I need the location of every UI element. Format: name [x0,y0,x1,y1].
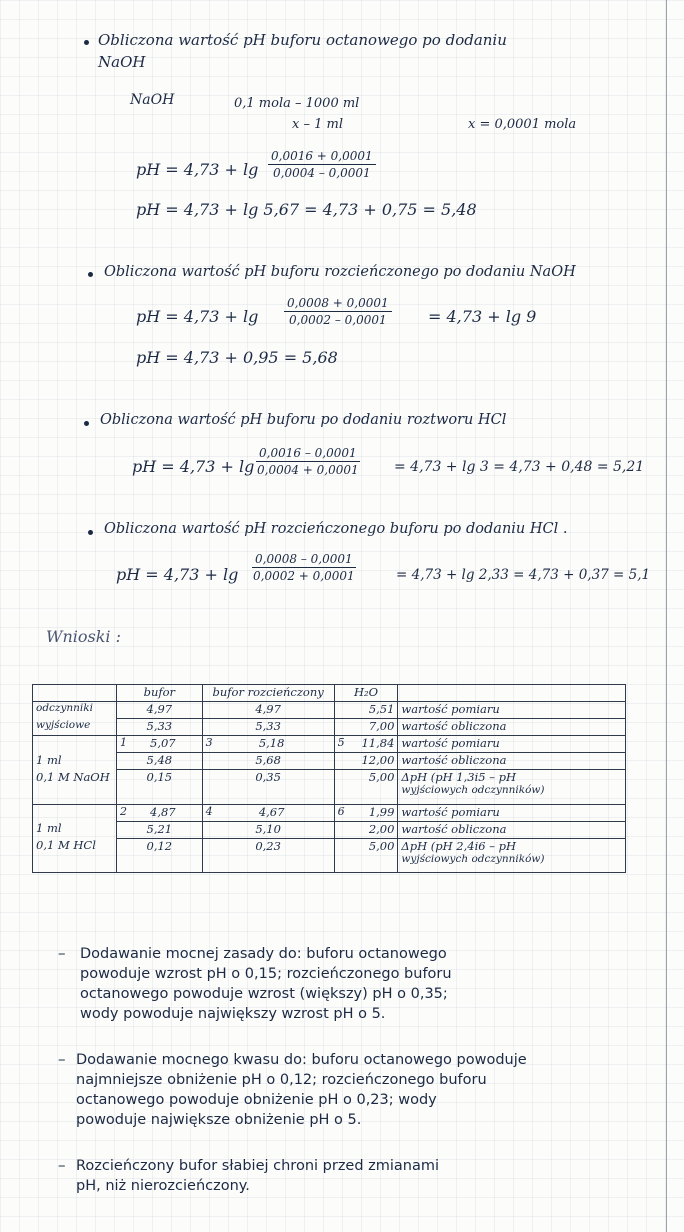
s4-eq1-suffix: = 4,73 + lg 2,33 = 4,73 + 0,37 = 5,1 [396,567,651,583]
s1-eq1-prefix: pH = 4,73 + lg [136,160,259,179]
cell-r5-desc [398,770,626,805]
conclusion-2-dash: – [58,1050,66,1068]
s2-eq1-fraction [284,296,392,327]
cell-r5-h2o: 5,00 [334,770,398,805]
cell-r6-h2o-value: 1,99 [368,804,395,819]
s4-eq1-numerator: 0,0008 – 0,0001 [252,552,356,568]
cell-r3-rozc [202,736,334,753]
cell-r6-index-4: 4 [205,804,213,818]
s1-ratio-line1: 0,1 mola – 1000 ml [234,96,360,111]
cell-r3-h2o-value: 11,84 [361,736,395,750]
group-naoh-line2: 0,1 M NaOH [33,770,117,805]
cell-r8-desc-line2: wyjściowych odczynników) [401,852,545,865]
cell-r4-bufor: 5,48 [116,753,202,770]
cell-r6-bufor-value: 4,87 [150,804,176,819]
cell-r3-h2o [334,736,398,753]
table-header-rozcienczony: bufor rozcieńczony [202,685,334,702]
s3-eq1-denominator: 0,0004 + 0,0001 [257,463,359,477]
cell-r6-rozc [202,804,334,821]
cell-r3-index-5: 5 [337,736,345,749]
conclusion-2 [76,1050,527,1130]
s1-ratio-result: x = 0,0001 mola [468,117,577,132]
table-row [33,804,626,821]
cell-r8-rozc: 0,23 [202,838,334,873]
conclusion-1-line3: octanowego powoduje wzrost (większy) pH o 0,35; [80,986,448,1002]
table-header-desc-empty [398,685,626,702]
s1-heading-cont: NaOH [98,53,146,71]
group-initial-line2: wyjściowe [33,719,117,736]
s2-eq1-prefix: pH = 4,73 + lg [136,307,259,326]
cell-r8-desc-line1: ΔpH (pH 2,4i6 – pH [401,838,517,853]
bullet-2 [88,272,93,277]
cell-r2-desc: wartość obliczona [398,719,626,736]
cell-r2-h2o: 7,00 [334,719,398,736]
conclusion-3-line2: pH, niż nierozcieńczony. [76,1178,250,1194]
s1-eq1-numerator: 0,0016 + 0,0001 [268,149,376,165]
table-header-bufor: bufor [116,685,202,702]
cell-r4-h2o: 12,00 [334,753,398,770]
cell-r8-h2o: 5,00 [334,838,398,873]
table-header-row [33,685,626,702]
s4-eq1-fraction [250,552,358,583]
conclusion-1-line2: powoduje wzrost pH o 0,15; rozcieńczonego buforu [80,966,452,982]
table-row [33,753,626,770]
conclusion-1-line1: Dodawanie mocnej zasady do: buforu octanowego [80,946,447,962]
cell-r4-desc: wartość obliczona [398,753,626,770]
group-hcl-line1: 1 ml [33,821,117,838]
s2-heading: Obliczona wartość pH buforu rozcieńczonego po dodaniu NaOH [104,264,576,280]
table-row [33,838,626,873]
cell-r7-bufor: 5,21 [116,821,202,838]
cell-r8-desc [398,838,626,873]
conclusion-2-line3: octanowego powoduje obniżenie pH o 0,23; wody [76,1092,437,1108]
results-table [32,684,626,873]
table-row [33,770,626,805]
conclusion-1 [80,944,452,1024]
s2-eq1-denominator: 0,0002 – 0,0001 [289,313,387,327]
cell-r6-index-2: 2 [119,804,127,818]
group-hcl-line2: 0,1 M HCl [33,838,117,873]
cell-r3-desc: wartość pomiaru [398,736,626,753]
s2-eq1-suffix: = 4,73 + lg 9 [428,307,537,326]
conclusion-2-line1: Dodawanie mocnego kwasu do: buforu octanowego powoduje [76,1052,527,1068]
group-naoh-line1: 1 ml [33,753,117,770]
group-initial-line1: odczynniki [33,702,117,719]
cell-r3-index-3: 3 [205,736,213,749]
cell-r6-bufor [116,804,202,821]
cell-r6-index-6: 6 [337,804,345,818]
group-naoh-spacer [33,736,117,753]
cell-r3-index-1: 1 [119,736,127,749]
table-row [33,702,626,719]
cell-r1-bufor: 4,97 [116,702,202,719]
cell-r7-rozc: 5,10 [202,821,334,838]
conclusion-3-line1: Rozcieńczony bufor słabiej chroni przed zmianami [76,1158,440,1174]
s1-eq2: pH = 4,73 + lg 5,67 = 4,73 + 0,75 = 5,48 [136,200,477,219]
bullet-3 [84,421,89,426]
cell-r5-desc-line1: ΔpH (pH 1,3i5 – pH [401,770,517,784]
wnioski-label: Wnioski : [46,627,121,646]
cell-r3-bufor [116,736,202,753]
cell-r5-rozc: 0,35 [202,770,334,805]
s3-eq1-fraction [254,446,362,477]
conclusion-1-line4: wody powoduje największy wzrost pH o 5. [80,1006,386,1022]
cell-r6-h2o [334,804,398,821]
s3-eq1-prefix: pH = 4,73 + lg [132,457,255,476]
table-row [33,821,626,838]
conclusion-3-dash: – [58,1156,66,1174]
s4-eq1-denominator: 0,0002 + 0,0001 [253,569,355,583]
s3-eq1-suffix: = 4,73 + lg 3 = 4,73 + 0,48 = 5,21 [394,459,645,475]
cell-r1-h2o: 5,51 [334,702,398,719]
group-hcl-spacer [33,804,117,821]
cell-r7-h2o: 2,00 [334,821,398,838]
table-header-h2o: H₂O [334,685,398,702]
conclusion-1-dash: – [58,944,66,962]
bullet-4 [88,530,93,535]
cell-r1-desc: wartość pomiaru [398,702,626,719]
s1-eq1-fraction [268,149,376,180]
cell-r5-desc-line2: wyjściowych odczynników) [401,784,545,796]
conclusion-2-line4: powoduje największe obniżenie pH o 5. [76,1112,362,1128]
cell-r7-desc: wartość obliczona [398,821,626,838]
cell-r8-bufor: 0,12 [116,838,202,873]
s3-heading: Obliczona wartość pH buforu po dodaniu roztworu HCl [100,412,507,428]
cell-r1-rozc: 4,97 [202,702,334,719]
cell-r3-rozc-value: 5,18 [258,736,285,750]
s1-heading: Obliczona wartość pH buforu octanowego po dodaniu [98,31,507,49]
s1-eq1-denominator: 0,0004 – 0,0001 [273,166,371,180]
cell-r2-rozc: 5,33 [202,719,334,736]
cell-r3-bufor-value: 5,07 [150,736,176,750]
cell-r2-bufor: 5,33 [116,719,202,736]
conclusion-3 [76,1156,439,1196]
s1-ratio-line2: x – 1 ml [292,117,343,132]
cell-r4-rozc: 5,68 [202,753,334,770]
cell-r5-bufor: 0,15 [116,770,202,805]
table-header-empty [33,685,117,702]
table-row [33,719,626,736]
bullet-1 [84,40,89,45]
margin-line [666,0,667,1232]
cell-r6-desc: wartość pomiaru [398,804,626,821]
s1-naoh-label: NaOH [130,92,175,108]
s3-eq1-numerator: 0,0016 – 0,0001 [256,446,360,462]
conclusion-2-line2: najmniejsze obniżenie pH o 0,12; rozcieńczonego buforu [76,1072,487,1088]
s4-heading: Obliczona wartość pH rozcieńczonego buforu po dodaniu HCl . [104,521,568,537]
s2-eq2: pH = 4,73 + 0,95 = 5,68 [136,348,338,367]
table-row [33,736,626,753]
s4-eq1-prefix: pH = 4,73 + lg [116,565,239,584]
cell-r6-rozc-value: 4,67 [258,804,285,819]
s2-eq1-numerator: 0,0008 + 0,0001 [284,296,392,312]
